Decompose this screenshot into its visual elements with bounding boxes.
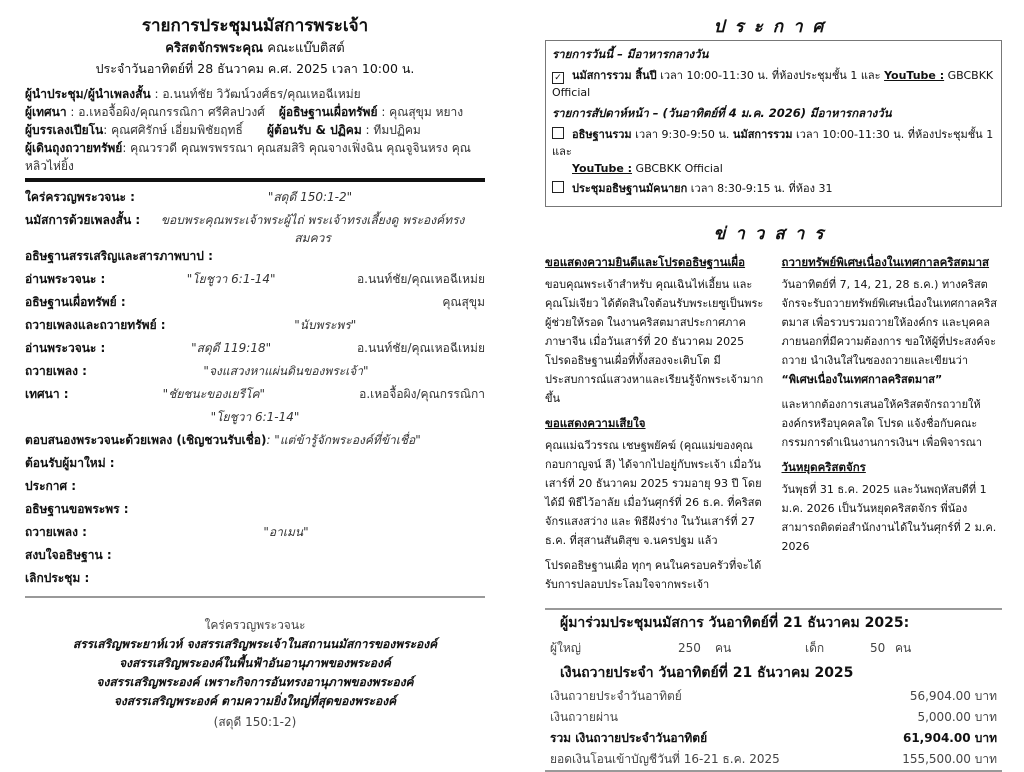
- order-item: อ่านพระวจนะ :: [25, 341, 106, 355]
- order-item: ประกาศ :: [25, 479, 77, 493]
- leader-offering-collectors: [25, 139, 485, 175]
- giving-amount: 155,500.00 บาท: [902, 752, 997, 766]
- child-label: เด็ก: [805, 641, 825, 655]
- giving-amount: 56,904.00 บาท: [909, 689, 997, 703]
- news-body: คุณแม่ฉวีวรรณ เชษฐพยัคฆ์ (คุณแม่ของคุณกอบกาญจน์ ลี) ได้จากไปอยู่กับพระเจ้า เมื่อวันเสาร์ที่ 20 ธันวาคม 2025 รวมอายุ 93 ปี โดยได้มี พิธีไว้อาลัย เมื่อวันศุกร์ที่ 26 ธ.ค. ที่คริสตจักรแสงสว่าง และ พิธีฝังร่าง ในวันเสาร์ที่ 27 ธ.ค. ที่สุสานสันติสุข จ.นครปฐม แล้ว: [545, 439, 762, 547]
- leader-value: : อ.เหอจื้อผิง/คุณกรรณิกา ศรีศิลปวงศ์: [66, 105, 265, 119]
- item-bold: ประชุมอธิษฐานมัคนายก: [572, 182, 688, 195]
- item-text: เวลา 10:00-11:30 น. ที่ห้องประชุมชั้น 1 และ: [656, 69, 885, 82]
- order-item: ถวายเพลง :: [25, 525, 87, 539]
- giving-label: เงินถวายผ่าน: [550, 710, 618, 724]
- order-item: อธิษฐานขอพระพร :: [25, 502, 129, 516]
- order-row: [25, 188, 485, 211]
- verse-line: จงสรรเสริญพระองค์ เพราะกิจการอันทรงอานุภาพของพระองค์: [96, 675, 414, 689]
- order-row: [25, 477, 485, 500]
- channel-name: GBCBKK Official: [632, 162, 723, 175]
- church-name: [25, 38, 485, 59]
- order-row: [25, 211, 485, 247]
- leader-preacher: [25, 103, 265, 121]
- item-text: เวลา 10:00-11:30 น. ที่ห้องประชุมชั้น 1 และ: [552, 128, 994, 158]
- order-item: ต้อนรับผู้มาใหม่ :: [25, 456, 115, 470]
- leader-value: : ทีมปฏิคม: [361, 123, 421, 137]
- order-detail: ขอบพระคุณพระเจ้าพระผู้ไถ่ พระเจ้าทรงเลี้ยงดู พระองค์ทรงสมควร: [160, 213, 465, 245]
- divider: [25, 178, 485, 182]
- order-item: อ่านพระวจนะ :: [25, 272, 106, 286]
- next-item: [552, 126, 995, 177]
- news-item-congratulations: [545, 253, 766, 408]
- today-item: [552, 67, 995, 101]
- bulletin-title: รายการประชุมนมัสการพระเจ้า: [141, 16, 369, 36]
- order-row: [25, 569, 485, 592]
- checkbox-checked-icon[interactable]: ✓: [552, 72, 564, 84]
- news-body: วันพุธที่ 31 ธ.ค. 2025 และวันพฤหัสบดีที่ 1 ม.ค. 2026 เป็นวันหยุดคริสตจักร พี่น้องสามารถติดต่อสำนักงานได้ในวันศุกร์ที่ 2 ม.ค. 2026: [781, 483, 997, 553]
- leader-label: ผู้นำประชุม/ผู้นำเพลงสั้น: [25, 87, 151, 101]
- checkbox-icon[interactable]: [552, 127, 564, 139]
- giving-row: [545, 749, 1002, 770]
- leader-worship: [25, 85, 361, 103]
- checkbox-icon[interactable]: [552, 181, 564, 193]
- order-item: ถวายเพลง :: [25, 364, 87, 378]
- verse-line: จงสรรเสริญพระองค์ ตามความยิ่งใหญ่ที่สุดของพระองค์: [113, 694, 397, 708]
- attendance-heading: ผู้มาร่วมประชุมนมัสการ วันอาทิตย์ที่ 21 ธันวาคม 2025:: [560, 615, 910, 631]
- news-item-christmas-offering: [782, 253, 1003, 452]
- announcements-box: [545, 40, 1002, 207]
- news-item-holiday: [782, 458, 1003, 556]
- giving-row: [545, 686, 1002, 707]
- order-detail: "โยชูวา 6:1-14": [210, 410, 300, 424]
- order-row: [25, 454, 485, 477]
- order-item: อธิษฐานสรรเสริญและสารภาพบาป :: [25, 249, 213, 263]
- leader-label: ผู้เทศนา: [25, 105, 67, 119]
- order-person: อ.เหอจื้อผิง/คุณกรรณิกา: [359, 387, 485, 401]
- news-quote: “พิเศษเนื่องในเทศกาลคริสตมาส”: [781, 373, 943, 386]
- verse-reference: (สดุดี 150:1-2): [213, 715, 297, 729]
- item-bold: อธิษฐานรวม: [572, 128, 632, 141]
- leader-offering-prayer: [279, 103, 463, 121]
- verse-heading: ใคร่ครวญพระวจนะ: [204, 618, 306, 632]
- leader-value: : คุณศศิรักษ์ เอี่ยมพิชัยฤทธิ์: [103, 123, 243, 137]
- leader-label: ผู้ต้อนรับ & ปฏิคม: [267, 123, 362, 137]
- announcements-page: [545, 14, 1002, 772]
- order-detail: "สดุดี 150:1-2": [267, 190, 353, 204]
- news-title: ข่าวสาร: [713, 224, 834, 244]
- order-row: [25, 339, 485, 362]
- news-body: ขอบคุณพระเจ้าสำหรับ คุณเฉินไห่เอี้ยน และคุณโม่เจียว ได้ตัดสินใจต้อนรับพระเยซูเป็นพระผู้ช่วยให้รอด ในงานคริสตมาสประกาศภาคภาษาจีน เมื่อวันเสาร์ที่ 20 ธันวาคม 2025 โปรดอธิษฐานเผื่อที่ทั้งสองจะเติบโต มีประสบการณ์แสวงหาและเรียนรู้จักพระเจ้ามากขึ้น: [545, 278, 764, 405]
- leader-value: : อ.นนท์ชัย วิวัฒน์วงศ์ธร/คุณเหอฉีเหม่ย: [150, 87, 361, 101]
- giving-amount: 5,000.00 บาท: [917, 710, 997, 724]
- leader-value: : คุณวรวดี คุณพรพรรณา คุณสมสิริ คุณจางเฟิ่งฉิน คุณจูจินหรง คุณหลิวไห่ยิ้ง: [25, 141, 471, 173]
- giving-label: รวม เงินถวายประจำวันอาทิตย์: [550, 731, 708, 745]
- verse-line: สรรเสริญพระยาห์เวห์ จงสรรเสริญพระเจ้าในสถานนมัสการของพระองค์: [72, 637, 438, 651]
- order-item: ตอบสนองพระวจนะด้วยเพลง (เชิญชวนรับเชื่อ): [25, 433, 267, 447]
- attendance-row: [545, 636, 1002, 660]
- news-column-right: [782, 253, 1003, 600]
- order-row: [25, 293, 485, 316]
- item-text: เวลา 8:30-9:15 น. ที่ห้อง 31: [687, 182, 833, 195]
- bulletin-page: [25, 14, 485, 732]
- order-item: นมัสการด้วยเพลงสั้น :: [25, 213, 141, 227]
- news-body: และหากต้องการเสนอให้คริสตจักรถวายให้องค์กรหรือบุคคลใด โปรด แจ้งชื่อกับคณะกรรมการดำเนินงานการเงินฯ เพื่อพิจารณา: [781, 398, 983, 449]
- news-heading: ขอแสดงความเสียใจ: [545, 416, 646, 430]
- leaders-row: [25, 103, 485, 121]
- next-item: [552, 180, 995, 197]
- item-bold: นมัสการรวม: [732, 128, 793, 141]
- leader-label: ผู้เดินถุงถวายทรัพย์: [25, 141, 123, 155]
- news-column-left: [545, 253, 766, 600]
- news-columns: [545, 253, 1002, 600]
- order-detail: "ชัยชนะของเยรีโค": [162, 387, 265, 401]
- service-date: ประจำวันอาทิตย์ที่ 28 ธันวาคม ค.ศ. 2025 เวลา 10:00 น.: [95, 61, 415, 76]
- leader-ushers: [267, 121, 421, 139]
- order-row: [25, 316, 485, 339]
- order-item: เทศนา :: [25, 387, 69, 401]
- order-detail: "จงแสวงหาแผ่นดินของพระเจ้า": [203, 364, 369, 378]
- order-row: [25, 270, 485, 293]
- order-detail: "อาเมน": [263, 525, 309, 539]
- item-bold: นมัสการรวม สิ้นปี: [572, 69, 657, 82]
- order-row: [25, 546, 485, 569]
- order-detail: : "แต่ข้ารู้จักพระองค์ที่ข้าเชื่อ": [266, 433, 421, 447]
- order-row: [25, 431, 485, 454]
- order-item: สงบใจอธิษฐาน :: [25, 548, 112, 562]
- giving-label: เงินถวายประจำวันอาทิตย์: [550, 689, 682, 703]
- order-of-service: [25, 188, 485, 592]
- youtube-link[interactable]: YouTube :: [884, 69, 945, 82]
- order-row: [25, 247, 485, 270]
- leaders-row: [25, 139, 485, 175]
- youtube-link[interactable]: YouTube :: [572, 162, 633, 175]
- giving-amount: 61,904.00 บาท: [902, 731, 997, 745]
- giving-heading: เงินถวายประจำ วันอาทิตย์ที่ 21 ธันวาคม 2025: [560, 665, 854, 681]
- adult-count: 250: [678, 641, 701, 655]
- leader-label: ผู้อธิษฐานเผื่อทรัพย์: [278, 105, 378, 119]
- giving-label: ยอดเงินโอนเข้าบัญชีวันที่ 16-21 ธ.ค. 2025: [550, 752, 780, 766]
- verse-line: จงสรรเสริญพระองค์ในพื้นฟ้าอันอานุภาพของพระองค์: [119, 656, 391, 670]
- order-item: เลิกประชุม :: [25, 571, 90, 585]
- channel-name: GBCBKK Official: [552, 69, 994, 99]
- child-unit: คน: [895, 641, 912, 655]
- order-item: ใคร่ครวญพระวจนะ :: [25, 190, 135, 204]
- order-row: [25, 500, 485, 523]
- news-body: โปรดอธิษฐานเผื่อ ทุกๆ คนในครอบครัวที่จะได้รับการปลอบประโลมใจจากพระเจ้า: [545, 559, 762, 591]
- order-person: อ.นนท์ชัย/คุณเหอฉีเหม่ย: [356, 341, 485, 355]
- order-row: [25, 362, 485, 385]
- adult-label: ผู้ใหญ่: [550, 641, 582, 655]
- order-detail: "นับพระพร": [294, 318, 357, 332]
- church-denomination: คณะแบ๊บติสต์: [267, 41, 345, 56]
- divider: [25, 596, 485, 598]
- leaders-row: [25, 85, 485, 103]
- order-row: [25, 408, 485, 431]
- next-week-heading: รายการสัปดาห์หน้า – (วันอาทิตย์ที่ 4 ม.ค. 2026) มีอาหารกลางวัน: [552, 106, 892, 120]
- news-item-condolence: [545, 414, 766, 594]
- news-heading: ถวายทรัพย์พิเศษเนื่องในเทศกาลคริสตมาส: [781, 255, 990, 269]
- adult-unit: คน: [715, 641, 732, 655]
- leader-value: : คุณสุขุม หยาง: [377, 105, 464, 119]
- leaders-row: [25, 121, 485, 139]
- news-body: วันอาทิตย์ที่ 7, 14, 21, 28 ธ.ค.) ทางคริสตจักรจะรับถวายทรัพย์พิเศษเนื่องในเทศกาลคริสตมาส เพื่อรวบรวมถวายให้องค์กร และบุคคลภายนอกที่มีความต้องการ ขอให้ผู้ที่ประสงค์จะถวาย นำเงินใส่ในซองถวายและเขียนว่า: [781, 278, 998, 367]
- order-person: อ.นนท์ชัย/คุณเหอฉีเหม่ย: [356, 272, 485, 286]
- news-heading: ขอแสดงความยินดีและโปรดอธิษฐานเผื่อ: [545, 255, 746, 269]
- order-detail: "โยชูวา 6:1-14": [186, 272, 276, 286]
- announcements-title: ประกาศ: [713, 17, 834, 37]
- giving-total-row: [545, 728, 1002, 749]
- order-person: คุณสุขุม: [442, 295, 485, 309]
- order-row: [25, 385, 485, 408]
- church-name-bold: คริสตจักรพระคุณ: [165, 41, 264, 56]
- order-item: ถวายเพลงและถวายทรัพย์ :: [25, 318, 166, 332]
- leader-label: ผู้บรรเลงเปียโน: [25, 123, 104, 137]
- child-count: 50: [870, 641, 886, 655]
- order-detail: "สดุดี 119:18": [191, 341, 272, 355]
- order-row: [25, 523, 485, 546]
- today-heading: รายการวันนี้ – มีอาหารกลางวัน: [552, 47, 709, 61]
- order-item: อธิษฐานเผื่อทรัพย์ :: [25, 295, 126, 309]
- leader-pianist: [25, 121, 253, 139]
- news-heading: วันหยุดคริสตจักร: [781, 460, 866, 474]
- item-text: เวลา 9:30-9:50 น.: [631, 128, 733, 141]
